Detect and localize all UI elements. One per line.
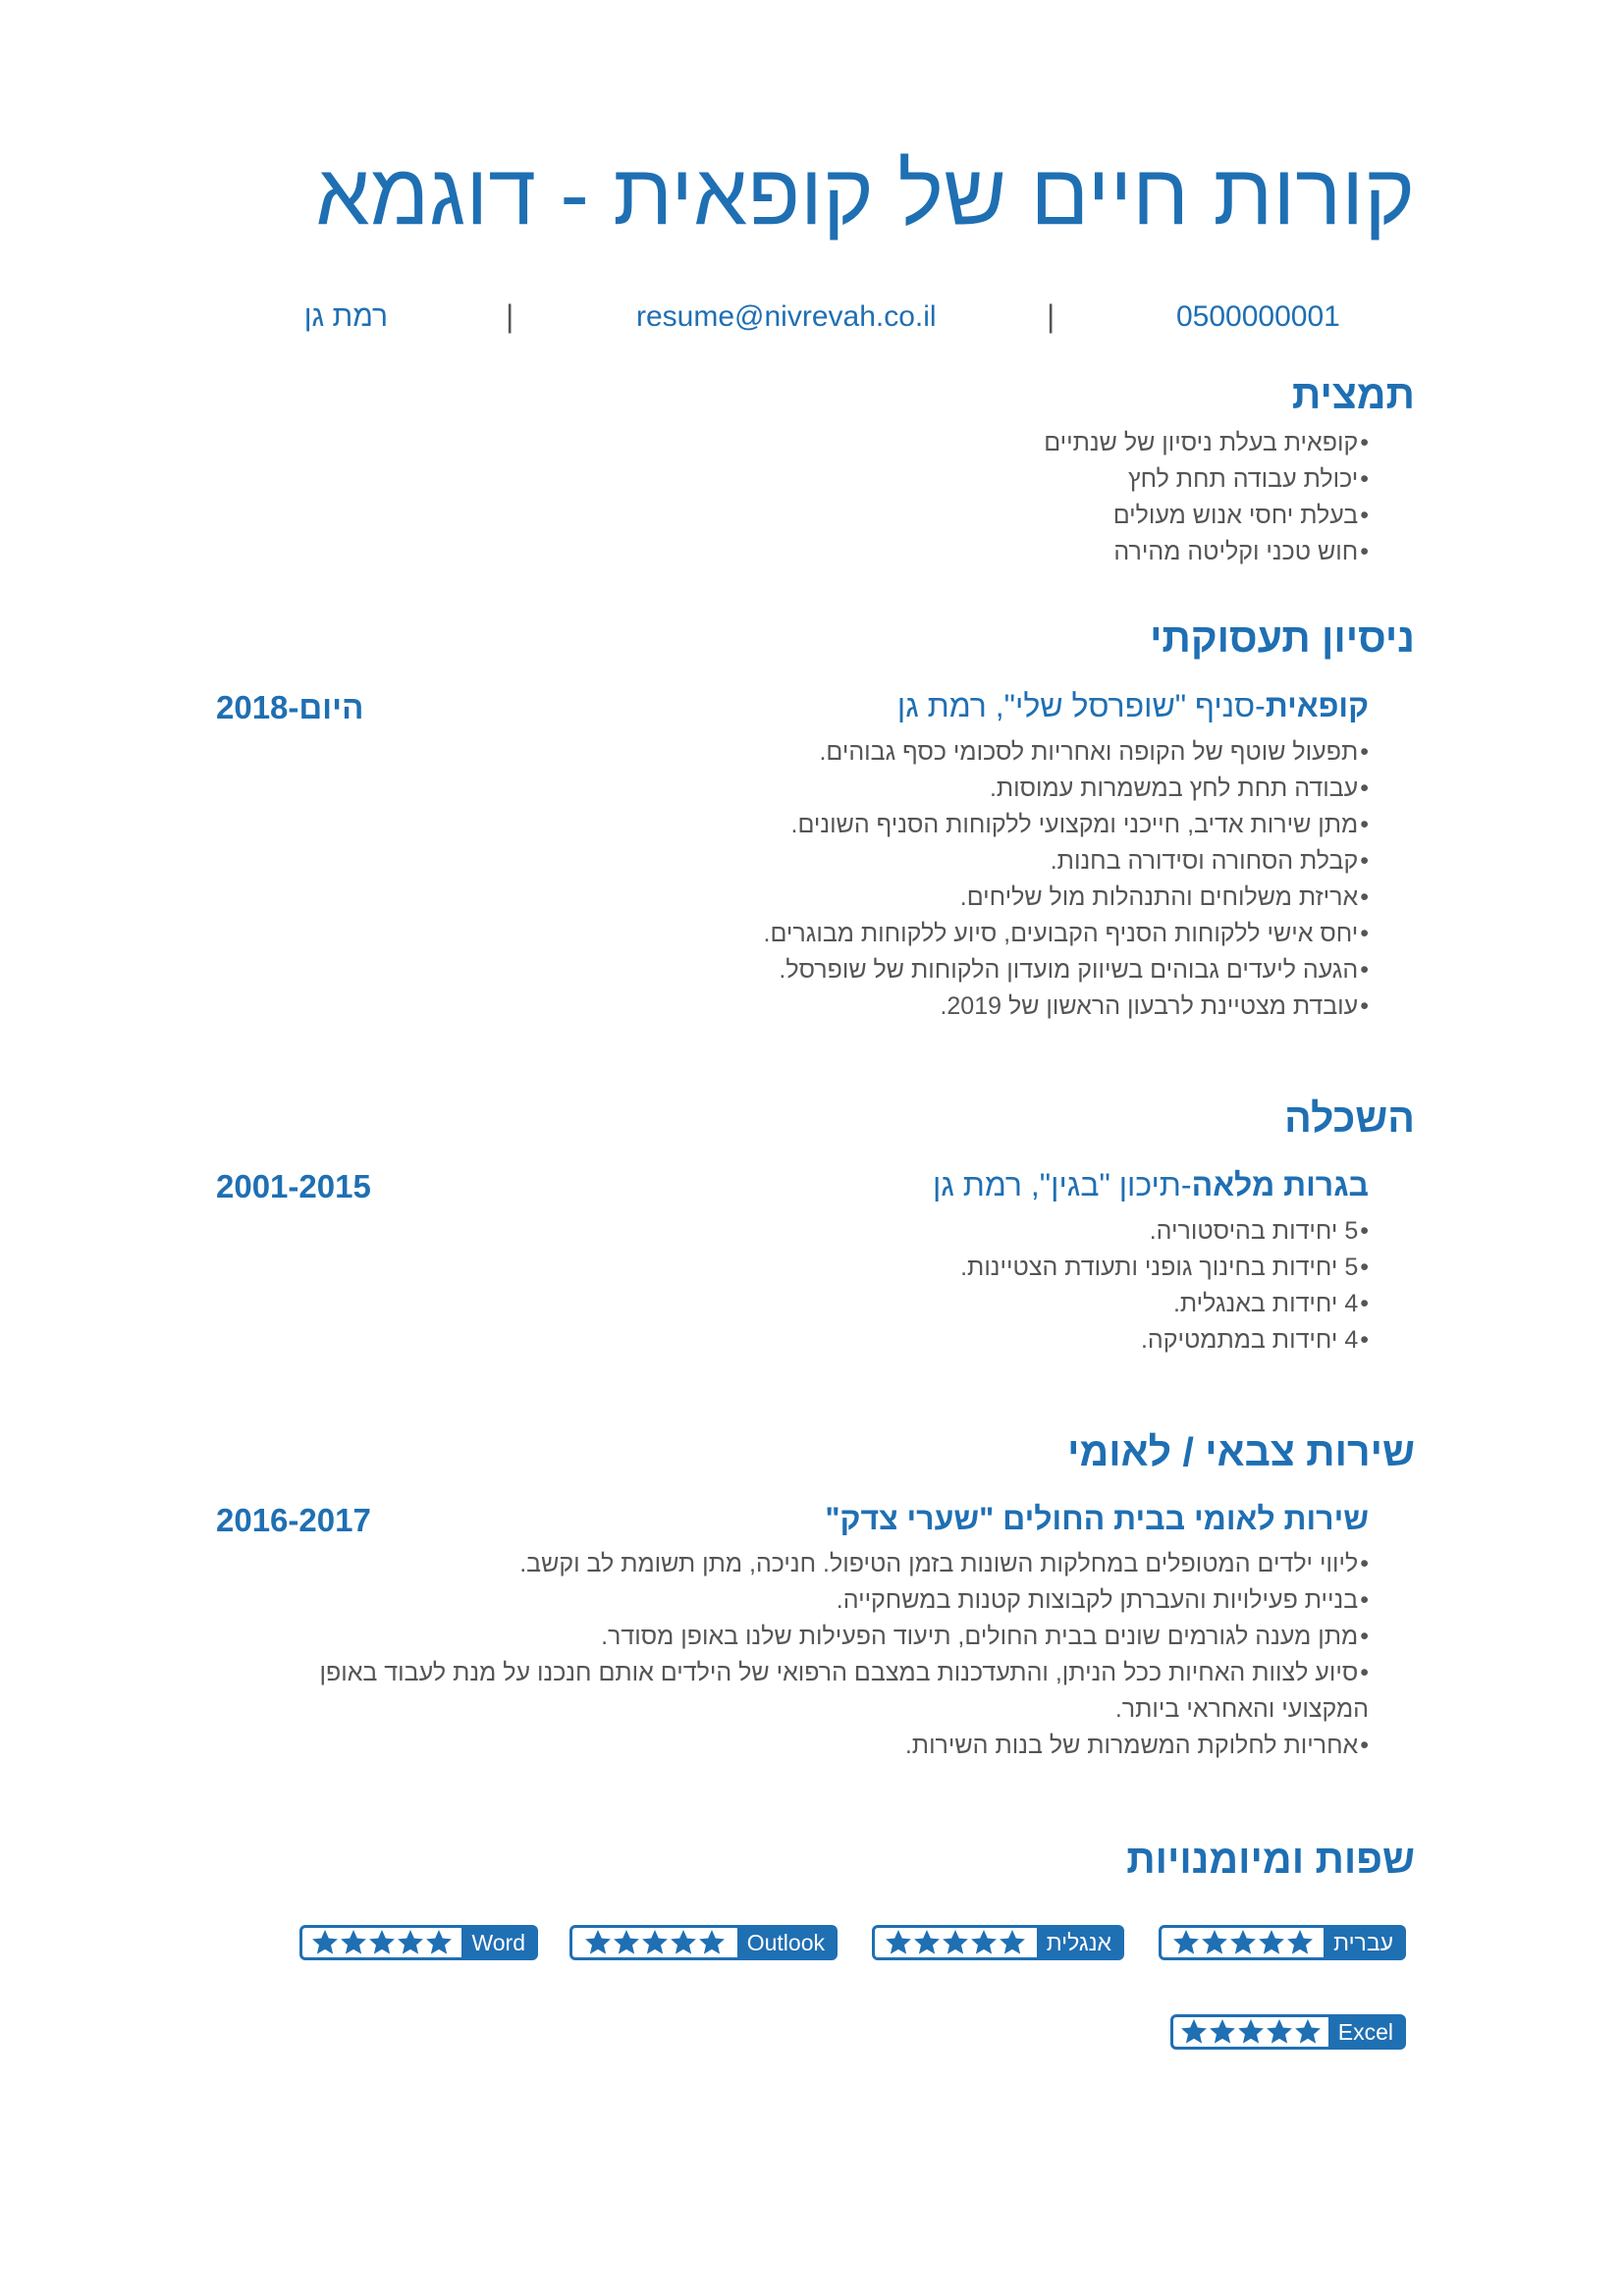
job-role: קופאית [1265,688,1369,723]
star-icon [1295,2019,1321,2045]
contact-phone: 0500000001 [1176,300,1340,333]
list-item: • 4 יחידות באנגלית. [210,1286,1369,1322]
star-icon [1287,1930,1313,1955]
list-item: • עבודה תחת לחץ במשמרות עמוסות. [210,771,1369,807]
list-item: • מתן מענה לגורמים שונים בבית החולים, תיעוד הפעילות שלנו באופן מסודר. [230,1619,1369,1655]
skill-label: Word [461,1928,535,1957]
star-icon [886,1930,911,1955]
skill-rating [572,1928,737,1957]
star-icon [426,1930,452,1955]
skill-rating [875,1928,1037,1957]
contact-city: רמת גן [303,300,388,333]
star-icon [398,1930,423,1955]
summary-list [210,425,1369,570]
section-heading-education: השכלה [1284,1095,1415,1141]
skill-label: עברית [1324,1928,1403,1957]
list-item: • הגעה ליעדים גבוהים בשיווק מועדון הלקוחות של שופרסל. [210,952,1369,988]
star-icon [312,1930,338,1955]
star-icon [1267,2019,1292,2045]
education-list [210,1213,1369,1359]
education-dates: 2001-2015 [216,1168,371,1204]
skill-label: אנגלית [1037,1928,1121,1957]
star-icon [1238,2019,1264,2045]
contact-separator: | [1047,298,1055,334]
list-item: • אחריות לחלוקת המשמרות של בנות השירות. [230,1728,1369,1764]
star-icon [1259,1930,1284,1955]
service-role: שירות לאומי בבית החולים "שערי צדק" [825,1501,1369,1536]
list-item: • בניית פעילויות והעברתן לקבוצות קטנות במשחקייה. [230,1582,1369,1619]
skill-badge [872,1925,1124,1960]
contact-separator: | [506,298,514,334]
education-degree: בגרות מלאה [1191,1167,1369,1202]
star-icon [1230,1930,1256,1955]
list-item: • סיוע לצוות האחיות ככל הניתן, והתעדכנות במצבם הרפואי של הילדים אותם חנכנו על מנת לעבוד באופן המקצועי והאחראי ביותר. [230,1655,1369,1728]
service-dates: 2016-2017 [216,1502,371,1538]
list-item: • עובדת מצטיינת לרבעון הראשון של 2019. [210,988,1369,1025]
list-item: • 5 יחידות בחינוך גופני ותעודת הצטיינות. [210,1250,1369,1286]
skill-rating [302,1928,461,1957]
education-place: -תיכון "בגין", רמת גן [933,1167,1192,1202]
skill-badge [299,1925,538,1960]
star-icon [1173,1930,1199,1955]
star-icon [699,1930,725,1955]
experience-list [210,734,1369,1025]
star-icon [1181,2019,1207,2045]
section-heading-skills: שפות ומיומנויות [1126,1837,1415,1882]
section-heading-experience: ניסיון תעסוקתי [1150,615,1415,661]
list-item: • חוש טכני וקליטה מהירה [210,534,1369,570]
job-place: -סניף "שופרסל שלי", רמת גן [896,688,1266,723]
star-icon [614,1930,639,1955]
star-icon [914,1930,940,1955]
service-list [230,1546,1369,1764]
list-item: • אריזת משלוחים והתנהלות מול שליחים. [210,880,1369,916]
skill-label: Excel [1328,2017,1403,2047]
list-item: • 5 יחידות בהיסטוריה. [210,1213,1369,1250]
skill-label: Outlook [737,1928,835,1957]
list-item: • ליווי ילדים המטופלים במחלקות השונות בזמן הטיפול. חניכה, מתן תשומת לב וקשב. [230,1546,1369,1582]
list-item: • תפעול שוטף של הקופה ואחריות לסכומי כסף גבוהים. [210,734,1369,771]
skill-badge [1170,2014,1406,2050]
star-icon [642,1930,668,1955]
star-icon [971,1930,997,1955]
job-dates: 2018-היום [216,689,364,725]
contact-email[interactable]: resume@nivrevah.co.il [636,300,937,333]
star-icon [585,1930,611,1955]
service-title [825,1500,1369,1537]
skill-badge [1159,1925,1406,1960]
list-item: • יכולת עבודה תחת לחץ [210,461,1369,498]
page-title: קורות חיים של קופאית - דוגמא [315,145,1415,242]
star-icon [943,1930,968,1955]
list-item: • קבלת הסחורה וסידורה בחנות. [210,843,1369,880]
section-heading-service: שירות צבאי / לאומי [1067,1429,1415,1474]
list-item: • בעלת יחסי אנוש מעולים [210,498,1369,534]
list-item: • יחס אישי ללקוחות הסניף הקבועים, סיוע ללקוחות מבוגרים. [210,916,1369,952]
skill-rating [1162,1928,1324,1957]
star-icon [671,1930,696,1955]
star-icon [341,1930,366,1955]
list-item: • 4 יחידות במתמטיקה. [210,1322,1369,1359]
list-item: • קופאית בעלת ניסיון של שנתיים [210,425,1369,461]
section-heading-summary: תמצית [1291,372,1415,417]
job-title [897,687,1369,724]
star-icon [369,1930,395,1955]
list-item: • מתן שירות אדיב, חייכני ומקצועי ללקוחות הסניף השונים. [210,807,1369,843]
star-icon [1000,1930,1025,1955]
star-icon [1202,1930,1227,1955]
education-title [933,1166,1369,1203]
skill-badge [569,1925,838,1960]
skill-rating [1173,2017,1328,2047]
star-icon [1210,2019,1235,2045]
